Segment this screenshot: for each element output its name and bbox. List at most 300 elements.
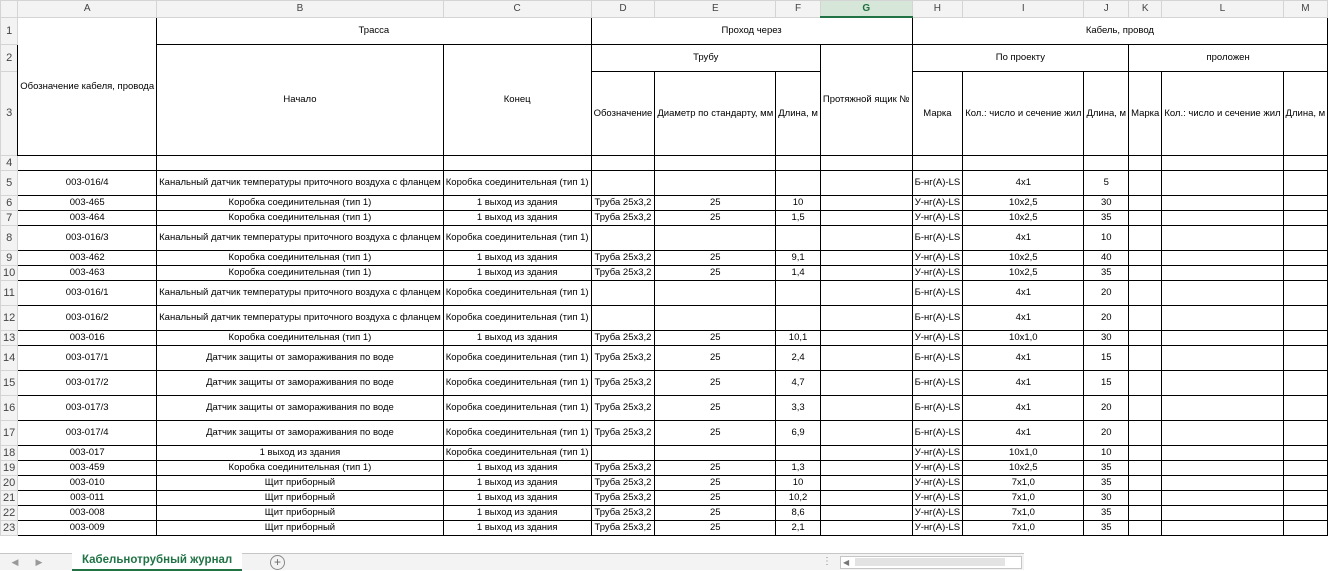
cell-c[interactable]: 1 выход из здания: [443, 475, 591, 490]
cell-e[interactable]: 25: [655, 210, 776, 225]
cell-d[interactable]: Труба 25х3,2: [591, 250, 655, 265]
cell-b[interactable]: Датчик защиты от замораживания по воде: [157, 420, 444, 445]
cell-k[interactable]: [1129, 250, 1162, 265]
cell-f[interactable]: [776, 170, 821, 195]
cell-c[interactable]: Коробка соединительная (тип 1): [443, 170, 591, 195]
cell-f[interactable]: 1,3: [776, 460, 821, 475]
cell-k[interactable]: [1129, 210, 1162, 225]
cell-a[interactable]: 003-016: [18, 330, 157, 345]
cell-g[interactable]: [820, 420, 912, 445]
cell-d[interactable]: Труба 25х3,2: [591, 370, 655, 395]
cell-a[interactable]: 003-011: [18, 490, 157, 505]
cell-d[interactable]: Труба 25х3,2: [591, 330, 655, 345]
cell-a[interactable]: 003-459: [18, 460, 157, 475]
cell-l[interactable]: [1162, 445, 1283, 460]
cell-h[interactable]: Б-нг(А)-LS: [912, 225, 963, 250]
cell-f[interactable]: 6,9: [776, 420, 821, 445]
cell[interactable]: [820, 155, 912, 170]
cell-b[interactable]: Канальный датчик температуры приточного воздуха с фланцем: [157, 170, 444, 195]
cell-g[interactable]: [820, 280, 912, 305]
cell-g[interactable]: [820, 505, 912, 520]
cell-e[interactable]: 25: [655, 370, 776, 395]
row-header-23[interactable]: 23: [1, 520, 18, 535]
cell-m[interactable]: [1283, 370, 1328, 395]
cell-e[interactable]: [655, 225, 776, 250]
cell-g[interactable]: [820, 305, 912, 330]
cell-h[interactable]: У-нг(А)-LS: [912, 505, 963, 520]
cell[interactable]: [655, 155, 776, 170]
cell-k[interactable]: [1129, 395, 1162, 420]
cell-e[interactable]: 25: [655, 475, 776, 490]
cell[interactable]: [776, 155, 821, 170]
cell-g[interactable]: [820, 475, 912, 490]
cell-g[interactable]: [820, 225, 912, 250]
header-start[interactable]: Начало: [157, 44, 444, 155]
cell-h[interactable]: Б-нг(А)-LS: [912, 170, 963, 195]
row-header-6[interactable]: 6: [1, 195, 18, 210]
cell-g[interactable]: [820, 490, 912, 505]
cell-k[interactable]: [1129, 170, 1162, 195]
cell-a[interactable]: 003-463: [18, 265, 157, 280]
cell-j[interactable]: 35: [1084, 460, 1129, 475]
cell-j[interactable]: 35: [1084, 505, 1129, 520]
cell-j[interactable]: 35: [1084, 210, 1129, 225]
row-header-22[interactable]: 22: [1, 505, 18, 520]
cell-m[interactable]: [1283, 345, 1328, 370]
cell-j[interactable]: 35: [1084, 265, 1129, 280]
cell-a[interactable]: 003-464: [18, 210, 157, 225]
cell-b[interactable]: Коробка соединительная (тип 1): [157, 210, 444, 225]
cell-i[interactable]: 4x1: [963, 170, 1084, 195]
next-sheet-icon[interactable]: ▶: [35, 557, 43, 567]
cell-i[interactable]: 10x1,0: [963, 330, 1084, 345]
cell-a[interactable]: 003-016/3: [18, 225, 157, 250]
cell-d[interactable]: Труба 25х3,2: [591, 505, 655, 520]
cell-k[interactable]: [1129, 225, 1162, 250]
cell-h[interactable]: Б-нг(А)-LS: [912, 280, 963, 305]
cell-b[interactable]: Канальный датчик температуры приточного воздуха с фланцем: [157, 280, 444, 305]
cell-g[interactable]: [820, 445, 912, 460]
cell-c[interactable]: 1 выход из здания: [443, 330, 591, 345]
cell-k[interactable]: [1129, 520, 1162, 535]
cell-e[interactable]: [655, 280, 776, 305]
column-header-b[interactable]: B: [157, 1, 444, 18]
cell-a[interactable]: 003-016/1: [18, 280, 157, 305]
row-header-4[interactable]: 4: [1, 155, 18, 170]
cell-f[interactable]: 1,5: [776, 210, 821, 225]
cell-e[interactable]: 25: [655, 330, 776, 345]
cell-l[interactable]: [1162, 475, 1283, 490]
cell[interactable]: [1129, 155, 1162, 170]
cell-h[interactable]: Б-нг(А)-LS: [912, 395, 963, 420]
cell-b[interactable]: Коробка соединительная (тип 1): [157, 265, 444, 280]
cell-d[interactable]: Труба 25х3,2: [591, 195, 655, 210]
cell-e[interactable]: 25: [655, 505, 776, 520]
cell-j[interactable]: 20: [1084, 305, 1129, 330]
cell-b[interactable]: Канальный датчик температуры приточного воздуха с фланцем: [157, 305, 444, 330]
cell-m[interactable]: [1283, 305, 1328, 330]
cell-g[interactable]: [820, 170, 912, 195]
cell-m[interactable]: [1283, 505, 1328, 520]
cell-l[interactable]: [1162, 330, 1283, 345]
cell-m[interactable]: [1283, 445, 1328, 460]
cell-c[interactable]: 1 выход из здания: [443, 520, 591, 535]
cell-h[interactable]: У-нг(А)-LS: [912, 490, 963, 505]
cell-i[interactable]: 4x1: [963, 305, 1084, 330]
cell-l[interactable]: [1162, 225, 1283, 250]
cell-b[interactable]: Коробка соединительная (тип 1): [157, 460, 444, 475]
cell-k[interactable]: [1129, 345, 1162, 370]
header-laid[interactable]: проложен: [1129, 44, 1328, 71]
header-length[interactable]: Длина, м: [1084, 71, 1129, 155]
cell[interactable]: [18, 155, 157, 170]
cell-j[interactable]: 30: [1084, 195, 1129, 210]
cell-a[interactable]: 003-016/4: [18, 170, 157, 195]
cell-a[interactable]: 003-016/2: [18, 305, 157, 330]
cell-f[interactable]: 10,2: [776, 490, 821, 505]
cell-d[interactable]: [591, 225, 655, 250]
cell-d[interactable]: [591, 445, 655, 460]
cell-a[interactable]: 003-017/4: [18, 420, 157, 445]
cell-i[interactable]: 7x1,0: [963, 475, 1084, 490]
cell-e[interactable]: 25: [655, 490, 776, 505]
column-header-m[interactable]: M: [1283, 1, 1328, 18]
cell-l[interactable]: [1162, 505, 1283, 520]
cell-h[interactable]: У-нг(А)-LS: [912, 460, 963, 475]
header-cores[interactable]: Кол.: число и сечение жил: [963, 71, 1084, 155]
cell-i[interactable]: 4x1: [963, 280, 1084, 305]
cell-j[interactable]: 30: [1084, 490, 1129, 505]
cell-g[interactable]: [820, 250, 912, 265]
cell-l[interactable]: [1162, 345, 1283, 370]
row-header-12[interactable]: 12: [1, 305, 18, 330]
cell-l[interactable]: [1162, 370, 1283, 395]
cell-g[interactable]: [820, 345, 912, 370]
cell-m[interactable]: [1283, 280, 1328, 305]
cell-m[interactable]: [1283, 265, 1328, 280]
row-header-9[interactable]: 9: [1, 250, 18, 265]
cell-k[interactable]: [1129, 265, 1162, 280]
header-route[interactable]: Трасса: [157, 17, 591, 44]
cell-h[interactable]: У-нг(А)-LS: [912, 250, 963, 265]
row-header-10[interactable]: 10: [1, 265, 18, 280]
cell[interactable]: [157, 155, 444, 170]
cell-g[interactable]: [820, 210, 912, 225]
more-options-icon[interactable]: ⋮: [822, 556, 832, 567]
cell-k[interactable]: [1129, 490, 1162, 505]
row-header-19[interactable]: 19: [1, 460, 18, 475]
column-header-f[interactable]: F: [776, 1, 821, 18]
cell-h[interactable]: У-нг(А)-LS: [912, 210, 963, 225]
row-header-20[interactable]: 20: [1, 475, 18, 490]
row-header-21[interactable]: 21: [1, 490, 18, 505]
cell-f[interactable]: 2,4: [776, 345, 821, 370]
cell-k[interactable]: [1129, 505, 1162, 520]
header-end[interactable]: Конец: [443, 44, 591, 155]
cell-l[interactable]: [1162, 265, 1283, 280]
cell-k[interactable]: [1129, 460, 1162, 475]
cell-h[interactable]: У-нг(А)-LS: [912, 445, 963, 460]
cell-l[interactable]: [1162, 195, 1283, 210]
row-header-13[interactable]: 13: [1, 330, 18, 345]
cell-k[interactable]: [1129, 370, 1162, 395]
cell-i[interactable]: 7x1,0: [963, 520, 1084, 535]
cell[interactable]: [1162, 155, 1283, 170]
cell-k[interactable]: [1129, 305, 1162, 330]
cell-f[interactable]: 2,1: [776, 520, 821, 535]
cell-e[interactable]: 25: [655, 265, 776, 280]
cell[interactable]: [591, 155, 655, 170]
cell-j[interactable]: 35: [1084, 475, 1129, 490]
cell-m[interactable]: [1283, 170, 1328, 195]
cell-e[interactable]: 25: [655, 420, 776, 445]
cell-c[interactable]: 1 выход из здания: [443, 250, 591, 265]
cell-h[interactable]: Б-нг(А)-LS: [912, 370, 963, 395]
cell-i[interactable]: 4x1: [963, 395, 1084, 420]
cell-h[interactable]: У-нг(А)-LS: [912, 330, 963, 345]
cell-b[interactable]: Датчик защиты от замораживания по воде: [157, 345, 444, 370]
row-header-15[interactable]: 15: [1, 370, 18, 395]
cell-c[interactable]: 1 выход из здания: [443, 195, 591, 210]
cell-k[interactable]: [1129, 280, 1162, 305]
cell-a[interactable]: 003-462: [18, 250, 157, 265]
row-header-5[interactable]: 5: [1, 170, 18, 195]
cell[interactable]: [1084, 155, 1129, 170]
column-header-j[interactable]: J: [1084, 1, 1129, 18]
cell-h[interactable]: У-нг(А)-LS: [912, 265, 963, 280]
column-header-l[interactable]: L: [1162, 1, 1283, 18]
cell-f[interactable]: 9,1: [776, 250, 821, 265]
row-header-18[interactable]: 18: [1, 445, 18, 460]
cell-g[interactable]: [820, 265, 912, 280]
column-header-c[interactable]: C: [443, 1, 591, 18]
cell-f[interactable]: 10: [776, 195, 821, 210]
cell-d[interactable]: [591, 170, 655, 195]
cell-m[interactable]: [1283, 520, 1328, 535]
row-header-16[interactable]: 16: [1, 395, 18, 420]
cell-f[interactable]: 1,4: [776, 265, 821, 280]
cell-l[interactable]: [1162, 420, 1283, 445]
cell-c[interactable]: 1 выход из здания: [443, 265, 591, 280]
cell-l[interactable]: [1162, 280, 1283, 305]
cell-d[interactable]: Труба 25х3,2: [591, 395, 655, 420]
cell-i[interactable]: 10x2,5: [963, 265, 1084, 280]
header-laid-brand[interactable]: Марка: [1129, 71, 1162, 155]
cell-f[interactable]: 8,6: [776, 505, 821, 520]
cell-d[interactable]: Труба 25х3,2: [591, 265, 655, 280]
cell-j[interactable]: 20: [1084, 395, 1129, 420]
cell-g[interactable]: [820, 460, 912, 475]
cell-f[interactable]: [776, 280, 821, 305]
cell-i[interactable]: 10x2,5: [963, 195, 1084, 210]
cell[interactable]: [963, 155, 1084, 170]
row-header-7[interactable]: 7: [1, 210, 18, 225]
column-header-d[interactable]: D: [591, 1, 655, 18]
cell-g[interactable]: [820, 520, 912, 535]
cell-b[interactable]: Коробка соединительная (тип 1): [157, 195, 444, 210]
row-header-17[interactable]: 17: [1, 420, 18, 445]
cell-e[interactable]: 25: [655, 195, 776, 210]
column-header-a[interactable]: A: [18, 1, 157, 18]
cell-e[interactable]: [655, 170, 776, 195]
cell-c[interactable]: 1 выход из здания: [443, 505, 591, 520]
cell-d[interactable]: Труба 25х3,2: [591, 475, 655, 490]
cell-c[interactable]: Коробка соединительная (тип 1): [443, 395, 591, 420]
column-header-h[interactable]: H: [912, 1, 963, 18]
previous-sheet-icon[interactable]: ◀: [11, 557, 19, 567]
cell-c[interactable]: 1 выход из здания: [443, 460, 591, 475]
header-laid-cores[interactable]: Кол.: число и сечение жил: [1162, 71, 1283, 155]
cell-b[interactable]: Коробка соединительная (тип 1): [157, 250, 444, 265]
cell-i[interactable]: 4x1: [963, 370, 1084, 395]
cell-m[interactable]: [1283, 420, 1328, 445]
cell-b[interactable]: Канальный датчик температуры приточного воздуха с фланцем: [157, 225, 444, 250]
scroll-left-icon[interactable]: ◀: [843, 558, 850, 567]
cell-j[interactable]: 20: [1084, 420, 1129, 445]
cell-m[interactable]: [1283, 210, 1328, 225]
cell-m[interactable]: [1283, 225, 1328, 250]
cell-h[interactable]: Б-нг(А)-LS: [912, 420, 963, 445]
row-header-1[interactable]: 1: [1, 17, 18, 44]
cell-b[interactable]: Датчик защиты от замораживания по воде: [157, 370, 444, 395]
cell-i[interactable]: 7x1,0: [963, 505, 1084, 520]
cell-l[interactable]: [1162, 210, 1283, 225]
cell-c[interactable]: 1 выход из здания: [443, 210, 591, 225]
cell-k[interactable]: [1129, 195, 1162, 210]
cell-m[interactable]: [1283, 395, 1328, 420]
header-box[interactable]: Протяжной ящик №: [820, 44, 912, 155]
cell-c[interactable]: 1 выход из здания: [443, 490, 591, 505]
row-header-8[interactable]: 8: [1, 225, 18, 250]
row-header-14[interactable]: 14: [1, 345, 18, 370]
cell-d[interactable]: Труба 25х3,2: [591, 490, 655, 505]
cell-a[interactable]: 003-017/3: [18, 395, 157, 420]
cell-i[interactable]: 10x2,5: [963, 460, 1084, 475]
cell-d[interactable]: [591, 305, 655, 330]
cell-c[interactable]: Коробка соединительная (тип 1): [443, 225, 591, 250]
cell-c[interactable]: Коробка соединительная (тип 1): [443, 305, 591, 330]
cell-c[interactable]: Коробка соединительная (тип 1): [443, 420, 591, 445]
header-pipe-diameter[interactable]: Диаметр по стандарту, мм: [655, 71, 776, 155]
cell-d[interactable]: [591, 280, 655, 305]
cell-e[interactable]: [655, 305, 776, 330]
cell-h[interactable]: У-нг(А)-LS: [912, 520, 963, 535]
row-header-3[interactable]: 3: [1, 71, 18, 155]
cell-c[interactable]: Коробка соединительная (тип 1): [443, 370, 591, 395]
add-sheet-icon[interactable]: +: [270, 555, 285, 570]
cell-a[interactable]: 003-009: [18, 520, 157, 535]
cell-h[interactable]: У-нг(А)-LS: [912, 475, 963, 490]
cell-m[interactable]: [1283, 490, 1328, 505]
cell-f[interactable]: 4,7: [776, 370, 821, 395]
cell-j[interactable]: 10: [1084, 445, 1129, 460]
cell-i[interactable]: 4x1: [963, 345, 1084, 370]
cell-i[interactable]: 4x1: [963, 225, 1084, 250]
cell-i[interactable]: 10x2,5: [963, 210, 1084, 225]
cell-g[interactable]: [820, 370, 912, 395]
cell-h[interactable]: У-нг(А)-LS: [912, 195, 963, 210]
header-cable-designation[interactable]: Обозначение кабеля, провода: [18, 17, 157, 155]
cell-m[interactable]: [1283, 475, 1328, 490]
cell-i[interactable]: 10x1,0: [963, 445, 1084, 460]
cell-l[interactable]: [1162, 170, 1283, 195]
header-pipe[interactable]: Трубу: [591, 44, 820, 71]
row-header-11[interactable]: 11: [1, 280, 18, 305]
cell-d[interactable]: Труба 25х3,2: [591, 460, 655, 475]
header-pipe-designation[interactable]: Обозначение: [591, 71, 655, 155]
cell-f[interactable]: [776, 225, 821, 250]
cell-j[interactable]: 10: [1084, 225, 1129, 250]
cell-b[interactable]: 1 выход из здания: [157, 445, 444, 460]
cell-d[interactable]: Труба 25х3,2: [591, 345, 655, 370]
cell-e[interactable]: 25: [655, 520, 776, 535]
cell-i[interactable]: 7x1,0: [963, 490, 1084, 505]
cell-c[interactable]: Коробка соединительная (тип 1): [443, 280, 591, 305]
cell-k[interactable]: [1129, 475, 1162, 490]
cell-j[interactable]: 30: [1084, 330, 1129, 345]
cell-g[interactable]: [820, 195, 912, 210]
cell-a[interactable]: 003-017/1: [18, 345, 157, 370]
cell-e[interactable]: 25: [655, 345, 776, 370]
cell-j[interactable]: 15: [1084, 345, 1129, 370]
cell[interactable]: [1283, 155, 1328, 170]
column-header-i[interactable]: I: [963, 1, 1084, 18]
cell-k[interactable]: [1129, 445, 1162, 460]
select-all-corner[interactable]: [1, 1, 18, 18]
header-pipe-length[interactable]: Длина, м: [776, 71, 821, 155]
column-header-k[interactable]: K: [1129, 1, 1162, 18]
cell-k[interactable]: [1129, 420, 1162, 445]
cell-f[interactable]: [776, 445, 821, 460]
cell-b[interactable]: Коробка соединительная (тип 1): [157, 330, 444, 345]
cell-f[interactable]: [776, 305, 821, 330]
cell-e[interactable]: 25: [655, 460, 776, 475]
row-header-2[interactable]: 2: [1, 44, 18, 71]
cell-j[interactable]: 35: [1084, 520, 1129, 535]
cell-g[interactable]: [820, 395, 912, 420]
cell-l[interactable]: [1162, 395, 1283, 420]
cell-b[interactable]: Щит приборный: [157, 475, 444, 490]
header-passage-through[interactable]: Проход через: [591, 17, 912, 44]
cell-j[interactable]: 40: [1084, 250, 1129, 265]
cell-b[interactable]: Щит приборный: [157, 505, 444, 520]
cell-j[interactable]: 5: [1084, 170, 1129, 195]
cell-f[interactable]: 10: [776, 475, 821, 490]
cell-m[interactable]: [1283, 460, 1328, 475]
column-header-g[interactable]: G: [820, 1, 912, 18]
header-laid-length[interactable]: Длина, м: [1283, 71, 1328, 155]
cell-i[interactable]: 10x2,5: [963, 250, 1084, 265]
cell-a[interactable]: 003-465: [18, 195, 157, 210]
cell-l[interactable]: [1162, 250, 1283, 265]
cell-l[interactable]: [1162, 460, 1283, 475]
cell-d[interactable]: Труба 25х3,2: [591, 420, 655, 445]
scrollbar-thumb[interactable]: [855, 558, 1005, 566]
cell-m[interactable]: [1283, 330, 1328, 345]
cell-a[interactable]: 003-017: [18, 445, 157, 460]
cell-e[interactable]: [655, 445, 776, 460]
sheet-tab-cable-journal[interactable]: Кабельнотрубный журнал: [72, 553, 242, 571]
cell-b[interactable]: Датчик защиты от замораживания по воде: [157, 395, 444, 420]
cell-f[interactable]: 3,3: [776, 395, 821, 420]
cell-l[interactable]: [1162, 490, 1283, 505]
cell-e[interactable]: 25: [655, 250, 776, 265]
cell-e[interactable]: 25: [655, 395, 776, 420]
header-brand[interactable]: Марка: [912, 71, 963, 155]
cell-c[interactable]: Коробка соединительная (тип 1): [443, 345, 591, 370]
cell-b[interactable]: Щит приборный: [157, 520, 444, 535]
cell-h[interactable]: Б-нг(А)-LS: [912, 345, 963, 370]
